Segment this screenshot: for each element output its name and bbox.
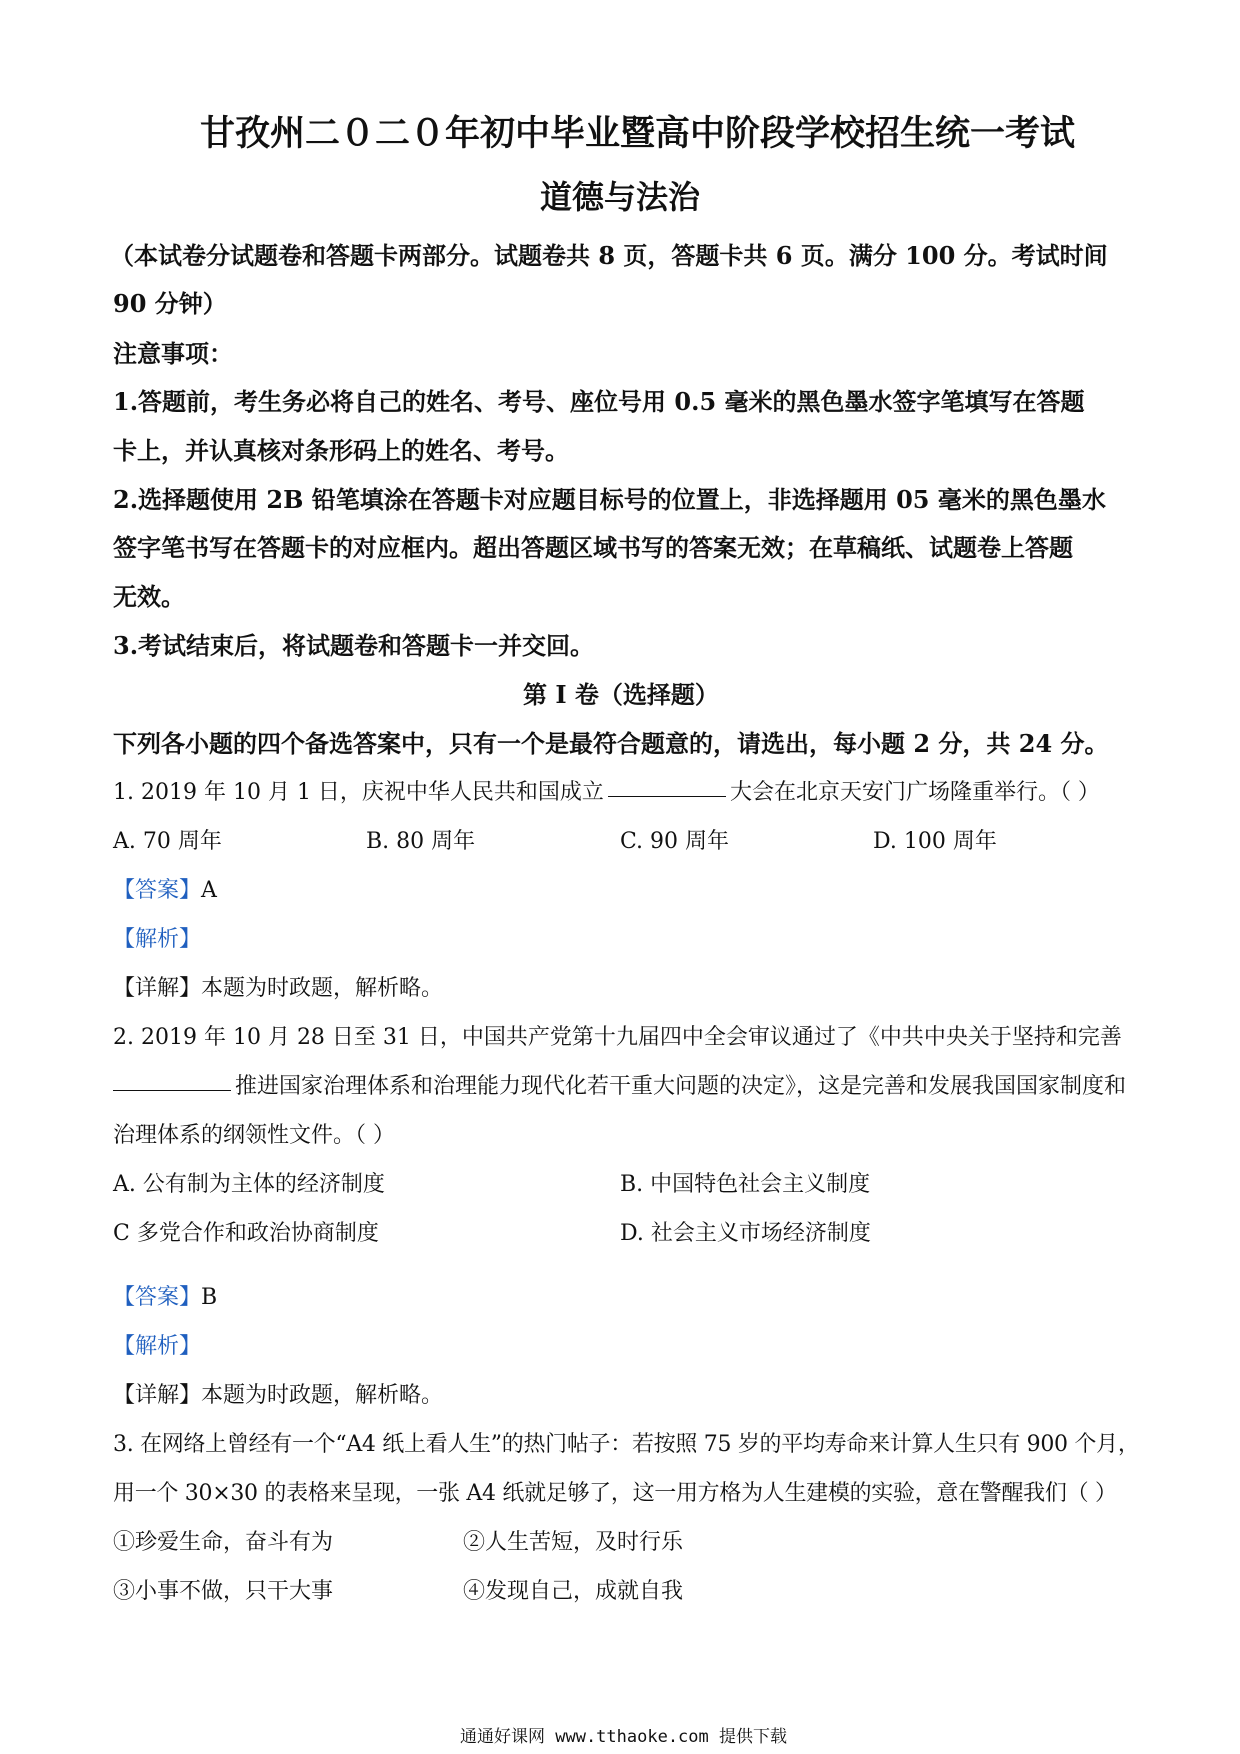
notice-heading: 注意事项：: [113, 339, 233, 368]
q1-option-a: A. 70 周年: [113, 829, 222, 854]
q2-option-b: B. 中国特色社会主义制度: [620, 1172, 871, 1197]
question-2-stem-line-1: 2. 2019 年 10 月 28 日至 31 日，中国共产党第十九届四中全会审议通过了《中共中央关于坚持和完善: [113, 1025, 1122, 1050]
q1-option-b: B. 80 周年: [366, 829, 476, 854]
notice-1-line-1: 1.答题前，考生务必将自己的姓名、考号、座位号用 0.5 毫米的黑色墨水签字笔填写在答题: [113, 387, 1085, 416]
notice-2-line-1: 2.选择题使用 2B 铅笔填涂在答题卡对应题目标号的位置上，非选择题用 05 毫米的黑色墨水: [113, 485, 1106, 514]
answer-label: 【答案】: [113, 878, 202, 903]
q2-detail: [113, 1378, 443, 1409]
subject-title: 道德与法治: [540, 178, 701, 216]
notice-1-line-2: 卡上，并认真核对条形码上的姓名、考号。: [113, 436, 569, 465]
notice-2-line-2: 签字笔书写在答题卡的对应框内。超出答题区域书写的答案无效；在草稿纸、试题卷上答题: [113, 533, 1073, 562]
q3-choice-2: ②人生苦短，及时行乐: [463, 1530, 684, 1555]
answer-value: B: [201, 1285, 218, 1310]
intro-line-1: （本试卷分试题卷和答题卡两部分。试题卷共 8 页，答题卡共 6 页。满分 100 分。考试时间: [110, 241, 1108, 270]
section-instruction: 下列各小题的四个备选答案中，只有一个是最符合题意的，请选出，每小题 2 分，共 24 分。: [113, 729, 1109, 758]
detail-label: 【详解】: [113, 1383, 202, 1408]
q3-choice-1: ①珍爱生命，奋斗有为: [113, 1530, 334, 1555]
footer-watermark: 通通好课网 www.tthaoke.com 提供下载: [460, 1727, 787, 1747]
question-3-stem-line-2: 用一个 30×30 的表格来呈现，一张 A4 纸就足够了，这一用方格为人生建模的实验，意在警醒我们（ ）: [113, 1481, 1117, 1506]
notice-3: 3.考试结束后，将试题卷和答题卡一并交回。: [113, 631, 595, 660]
question-3-stem-line-1: 3. 在网络上曾经有一个“A4 纸上看人生”的热门帖子：若按照 75 岁的平均寿命来计算人生只有 900 个月，: [113, 1432, 1140, 1457]
question-1-stem-before: 1. 2019 年 10 月 1 日，庆祝中华人民共和国成立: [113, 780, 604, 805]
q2-option-c: C 多党合作和政治协商制度: [113, 1221, 379, 1246]
q2-option-d: D. 社会主义市场经济制度: [620, 1221, 871, 1246]
question-2-stem-line-2: [113, 1069, 1126, 1100]
detail-text: 本题为时政题，解析略。: [201, 1383, 444, 1408]
answer-value: A: [201, 878, 217, 903]
q2-analysis-label: 【解析】: [113, 1334, 202, 1359]
exam-title: 甘孜州二０二０年初中毕业暨高中阶段学校招生统一考试: [200, 113, 1076, 154]
q2-answer: [113, 1280, 217, 1311]
detail-label: 【详解】: [113, 976, 202, 1001]
question-2-stem-line-3: 治理体系的纲领性文件。（ ）: [113, 1123, 395, 1148]
q1-answer: [113, 873, 217, 904]
q2-option-a: A. 公有制为主体的经济制度: [113, 1172, 385, 1197]
q1-analysis-label: 【解析】: [113, 927, 202, 952]
q3-choice-3: ③小事不做，只干大事: [113, 1579, 334, 1604]
answer-label: 【答案】: [113, 1285, 202, 1310]
intro-line-2: 90 分钟）: [113, 289, 227, 318]
question-1-stem: [113, 775, 1100, 806]
question-2-stem-line-2-text: 推进国家治理体系和治理能力现代化若干重大问题的决定》，这是完善和发展我国国家制度和: [235, 1074, 1127, 1099]
q1-detail: [113, 971, 443, 1002]
question-1-stem-after: 大会在北京天安门广场隆重举行。（ ）: [729, 780, 1100, 805]
detail-text: 本题为时政题，解析略。: [201, 976, 444, 1001]
answer-blank: [113, 1089, 231, 1091]
notice-2-line-3: 无效。: [113, 582, 185, 611]
answer-blank: [608, 795, 726, 797]
section-title: 第 I 卷（选择题）: [523, 680, 719, 709]
q1-option-c: C. 90 周年: [620, 829, 730, 854]
q3-choice-4: ④发现自己，成就自我: [463, 1579, 684, 1604]
q1-option-d: D. 100 周年: [873, 829, 997, 854]
